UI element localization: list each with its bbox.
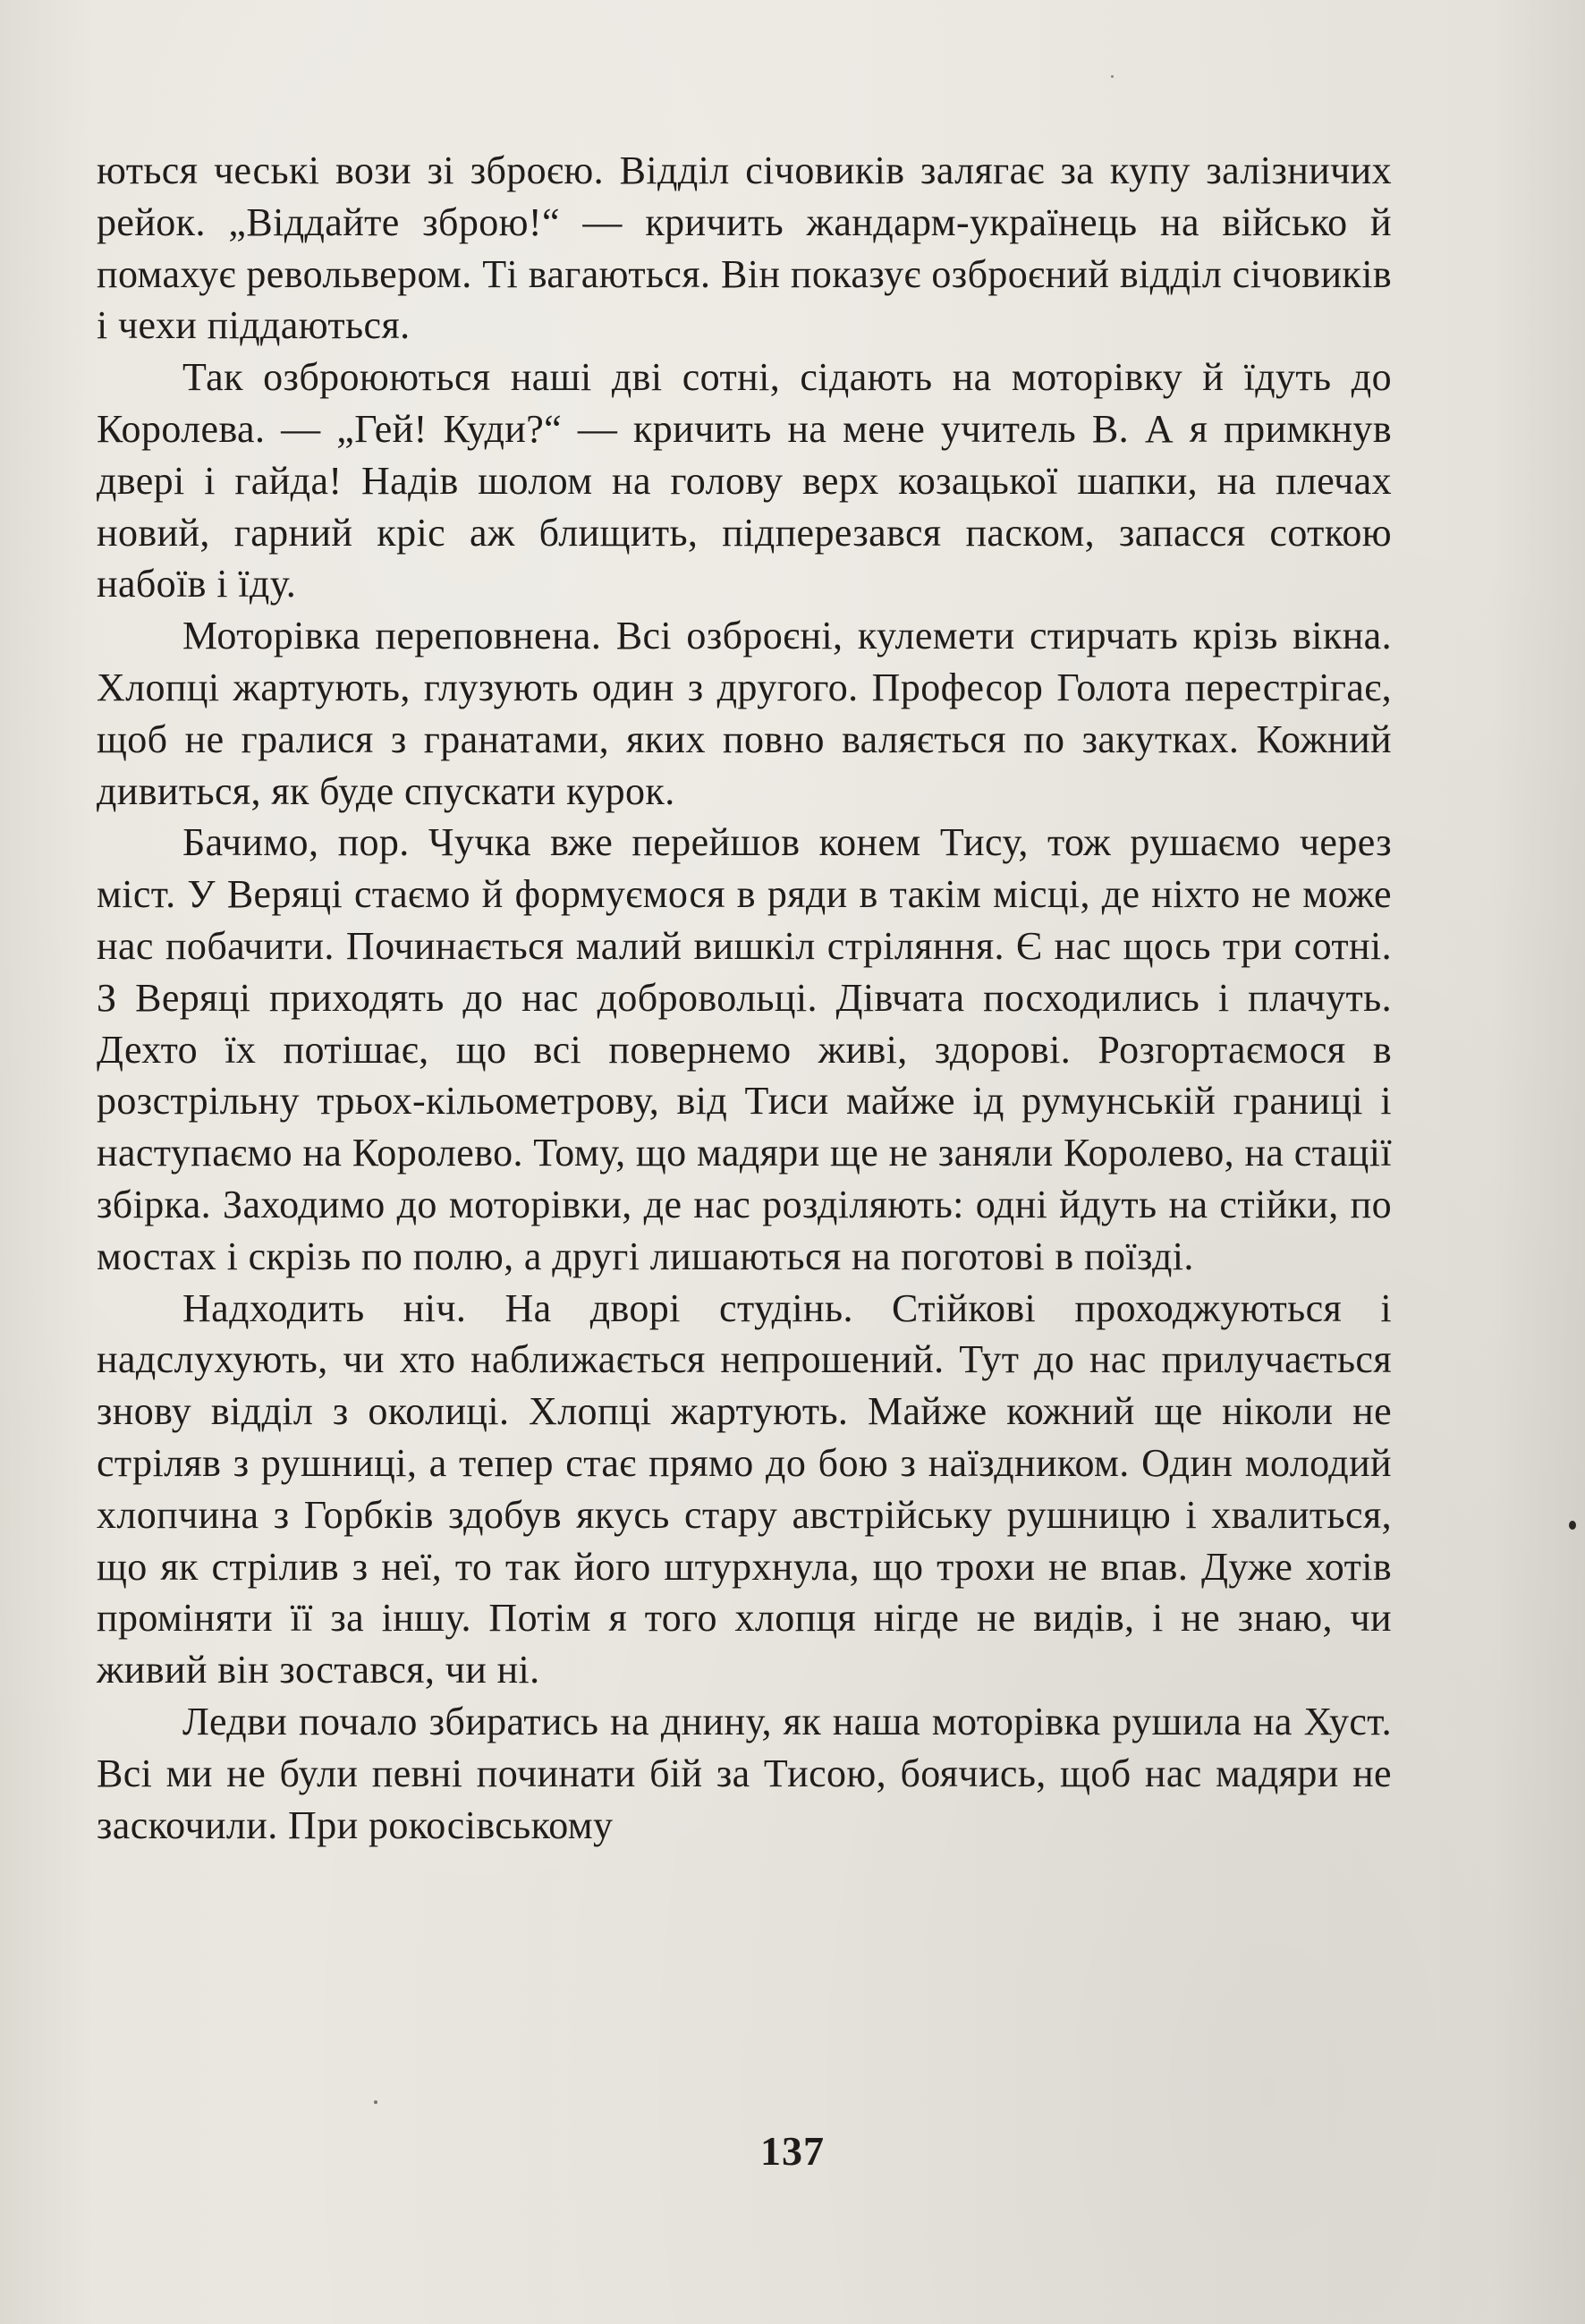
paragraph-3: Моторівка переповнена. Всі озброєні, кулемети стирчать крізь вікна. Хлопці жартують, глузують один з другого. Професор Голота перестрігає, щоб не гралися з гранатами, яких повно валяється по закутках. Кожний дивиться, як буде спускати курок. [97,614,1392,813]
ink-speck [374,2100,377,2104]
paragraph-5: Надходить ніч. На дворі студінь. Стійкові проходжуються і надслухують, чи хто наближається непрошений. Тут до нас прилучається знову відділ з околиці. Хлопці жартують. Майже кожний ще ніколи не стріляв з рушниці, а тепер стає прямо до бою з наїздником. Один молодий хлопчина з Горбків здобув якусь стару австрійську рушницю і хвалиться, що як стрілив з неї, то так його штурхнула, що трохи не впав. Дуже хотів проміняти її за іншу. Потім я того хлопця нігде не видів, і не знаю, чи живий він зостався, чи ні. [97,1285,1392,1692]
page-number: 137 [760,2128,825,2174]
body-text [97,145,1392,1851]
paragraph-2: Так озброюються наші дві сотні, сідають на моторівку й їдуть до Королева. — „Гей! Куди?“ — кричить на мене учитель В. А я примкнув двері і гайда! Надів шолом на голову верх козацької шапки, на плечах новий, гарний кріс аж блищить, підперезався паском, запасся соткою набоїв і їду. [97,355,1392,606]
ink-speck [1111,75,1114,78]
paragraph-4: Бачимо, пор. Чучка вже перейшов конем Тису, тож рушаємо через міст. У Веряці стаємо й формуємося в ряди в такім місці, де ніхто не може нас побачити. Починається малий вишкіл стріляння. Є нас щось три сотні. З Веряці приходять до нас добровольці. Дівчата посходились і плачуть. Дехто їх потішає, що всі повернемо живі, здорові. Розгортаємося в розстрільну трьох-кільометрову, від Тиси майже ід румунській границі і наступаємо на Королево. Тому, що мадяри ще не заняли Королево, на стації збірка. Заходимо до моторівки, де нас розділяють: одні йдуть на стійки, по мостах і скрізь по полю, а другі лишаються на поготові в поїзді. [97,820,1392,1278]
paragraph-1: ються чеські вози зі зброєю. Відділ січовиків залягає за купу залізничих рейок. „Віддайте зброю!“ — кричить жандарм-українець на військо й помахує револьвером. Ті вагаються. Він показує озброєний відділ січовиків і чехи піддаються. [97,148,1392,348]
ink-speck [1569,1521,1576,1530]
paragraph-6: Ледви почало збиратись на днину, як наша моторівка рушила на Хуст. Всі ми не були певні починати бій за Тисою, боячись, щоб нас мадяри не заскочили. При рокосівському [97,1699,1392,1847]
